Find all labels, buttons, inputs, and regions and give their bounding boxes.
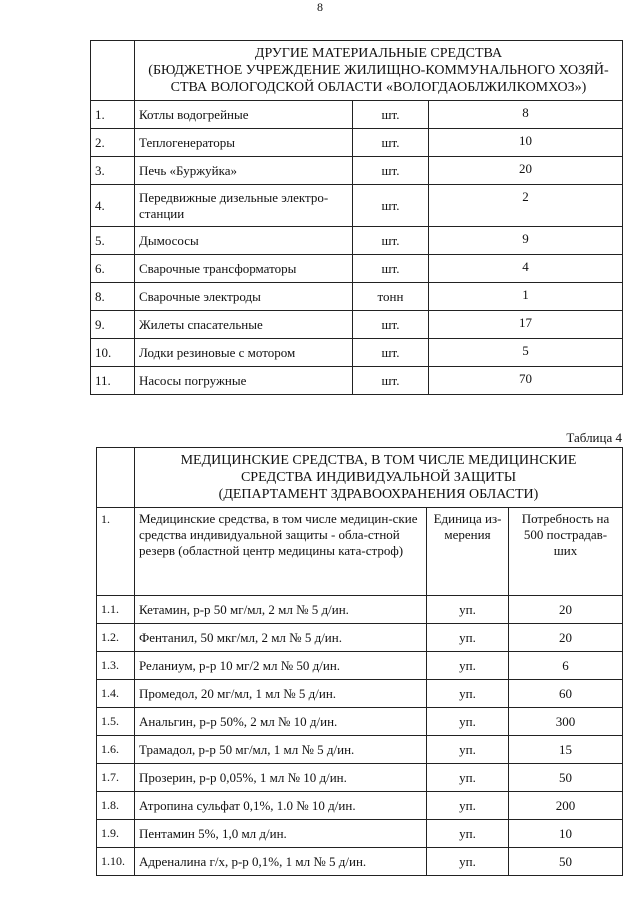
item-qty: 50	[509, 848, 623, 876]
item-unit: уп.	[427, 736, 509, 764]
item-name: Пентамин 5%, 1,0 мл д/ин.	[135, 820, 427, 848]
item-unit: уп.	[427, 624, 509, 652]
table-row	[97, 820, 623, 848]
item-name: Трамадол, р-р 50 мг/мл, 1 мл № 5 д/ин.	[135, 736, 427, 764]
item-qty: 20	[429, 157, 623, 185]
item-unit: шт.	[353, 339, 429, 367]
row-number: 11.	[91, 367, 135, 395]
header-line: СРЕДСТВА ИНДИВИДУАЛЬНОЙ ЗАЩИТЫ	[240, 470, 517, 485]
header-line: СТВА ВОЛОГОДСКОЙ ОБЛАСТИ «ВОЛОГДАОБЛЖИЛКОМХОЗ»)	[170, 80, 587, 95]
item-qty: 5	[429, 339, 623, 367]
row-number: 4.	[91, 185, 135, 227]
row-number: 6.	[91, 255, 135, 283]
materials-table-header	[135, 41, 623, 101]
item-name: Промедол, 20 мг/мл, 1 мл № 5 д/ин.	[135, 680, 427, 708]
item-unit: шт.	[353, 311, 429, 339]
table-row	[97, 680, 623, 708]
item-unit: уп.	[427, 708, 509, 736]
item-qty: 70	[429, 367, 623, 395]
row-number: 1.3.	[97, 652, 135, 680]
item-name: Фентанил, 50 мкг/мл, 2 мл № 5 д/ин.	[135, 624, 427, 652]
row-number: 1.10.	[97, 848, 135, 876]
item-name: Насосы погружные	[135, 367, 353, 395]
header-line: ДРУГИЕ МАТЕРИАЛЬНЫЕ СРЕДСТВА	[254, 46, 503, 61]
row-number: 3.	[91, 157, 135, 185]
item-unit: шт.	[353, 255, 429, 283]
item-unit: шт.	[353, 367, 429, 395]
table-row	[91, 185, 623, 227]
table-row	[97, 624, 623, 652]
item-qty: 6	[509, 652, 623, 680]
item-qty: 200	[509, 792, 623, 820]
row-number: 1.9.	[97, 820, 135, 848]
item-qty: 9	[429, 227, 623, 255]
item-name: Лодки резиновые с мотором	[135, 339, 353, 367]
item-unit: уп.	[427, 680, 509, 708]
row-number: 1.6.	[97, 736, 135, 764]
page-number: 8	[317, 0, 323, 14]
table-row	[91, 227, 623, 255]
row-number: 2.	[91, 129, 135, 157]
row-number: 1.7.	[97, 764, 135, 792]
item-unit: уп.	[427, 764, 509, 792]
row-number: 1.8.	[97, 792, 135, 820]
item-unit: уп.	[427, 652, 509, 680]
column-need-header: Потребность на 500 пострадав-ших	[509, 508, 623, 596]
item-unit: уп.	[427, 820, 509, 848]
item-name: Сварочные электроды	[135, 283, 353, 311]
item-name: Атропина сульфат 0,1%, 1.0 № 10 д/ин.	[135, 792, 427, 820]
row-number: 1.4.	[97, 680, 135, 708]
item-unit: уп.	[427, 848, 509, 876]
item-unit: шт.	[353, 157, 429, 185]
item-qty: 60	[509, 680, 623, 708]
item-name: Теплогенераторы	[135, 129, 353, 157]
item-unit: шт.	[353, 101, 429, 129]
table-row	[97, 596, 623, 624]
column-number: 1.	[97, 508, 135, 596]
table-row	[97, 736, 623, 764]
table-row	[97, 652, 623, 680]
item-qty: 10	[429, 129, 623, 157]
item-name: Сварочные трансформаторы	[135, 255, 353, 283]
row-number: 1.1.	[97, 596, 135, 624]
item-name: Прозерин, р-р 0,05%, 1 мл № 10 д/ин.	[135, 764, 427, 792]
item-name: Анальгин, р-р 50%, 2 мл № 10 д/ин.	[135, 708, 427, 736]
table-row	[91, 129, 623, 157]
header-line: (ДЕПАРТАМЕНТ ЗДРАВООХРАНЕНИЯ ОБЛАСТИ)	[218, 487, 539, 502]
row-number: 10.	[91, 339, 135, 367]
row-number: 1.2.	[97, 624, 135, 652]
table-row	[97, 848, 623, 876]
item-unit: шт.	[353, 227, 429, 255]
header-line: МЕДИЦИНСКИЕ СРЕДСТВА, В ТОМ ЧИСЛЕ МЕДИЦИНСКИЕ	[180, 453, 577, 468]
table-row	[91, 367, 623, 395]
item-name: Котлы водогрейные	[135, 101, 353, 129]
item-qty: 20	[509, 624, 623, 652]
medical-table	[96, 447, 623, 876]
table-row	[97, 764, 623, 792]
column-unit-header: Единица из-мерения	[427, 508, 509, 596]
column-name-header: Медицинские средства, в том числе медицин-ские средства индивидуальной защиты - обла-стной резерв (областной центр медицины ката-строф)	[135, 508, 427, 596]
item-unit: тонн	[353, 283, 429, 311]
table-row	[97, 708, 623, 736]
table-row	[91, 339, 623, 367]
item-qty: 2	[429, 185, 623, 227]
item-name: Печь «Буржуйка»	[135, 157, 353, 185]
table-row	[91, 101, 623, 129]
item-qty: 4	[429, 255, 623, 283]
item-name: Жилеты спасательные	[135, 311, 353, 339]
table-row	[91, 255, 623, 283]
item-name: Реланиум, р-р 10 мг/2 мл № 50 д/ин.	[135, 652, 427, 680]
row-number: 8.	[91, 283, 135, 311]
medical-table-header	[135, 448, 623, 508]
row-number: 1.5.	[97, 708, 135, 736]
item-name: Передвижные дизельные электро-станции	[135, 185, 353, 227]
item-unit: уп.	[427, 596, 509, 624]
item-qty: 20	[509, 596, 623, 624]
table-row	[91, 283, 623, 311]
item-qty: 50	[509, 764, 623, 792]
item-name: Дымососы	[135, 227, 353, 255]
item-unit: шт.	[353, 129, 429, 157]
item-unit: уп.	[427, 792, 509, 820]
item-name: Адреналина г/х, р-р 0,1%, 1 мл № 5 д/ин.	[135, 848, 427, 876]
row-number: 9.	[91, 311, 135, 339]
table-row	[97, 792, 623, 820]
item-unit: шт.	[353, 185, 429, 227]
row-number: 1.	[91, 101, 135, 129]
table-row	[91, 157, 623, 185]
row-number: 5.	[91, 227, 135, 255]
item-name: Кетамин, р-р 50 мг/мл, 2 мл № 5 д/ин.	[135, 596, 427, 624]
item-qty: 17	[429, 311, 623, 339]
item-qty: 15	[509, 736, 623, 764]
table-caption: Таблица 4	[566, 430, 622, 445]
item-qty: 1	[429, 283, 623, 311]
materials-table	[90, 40, 623, 395]
table-row	[91, 311, 623, 339]
item-qty: 10	[509, 820, 623, 848]
item-qty: 8	[429, 101, 623, 129]
header-line: (БЮДЖЕТНОЕ УЧРЕЖДЕНИЕ ЖИЛИЩНО-КОММУНАЛЬНОГО ХОЗЯЙ-	[148, 63, 609, 78]
item-qty: 300	[509, 708, 623, 736]
